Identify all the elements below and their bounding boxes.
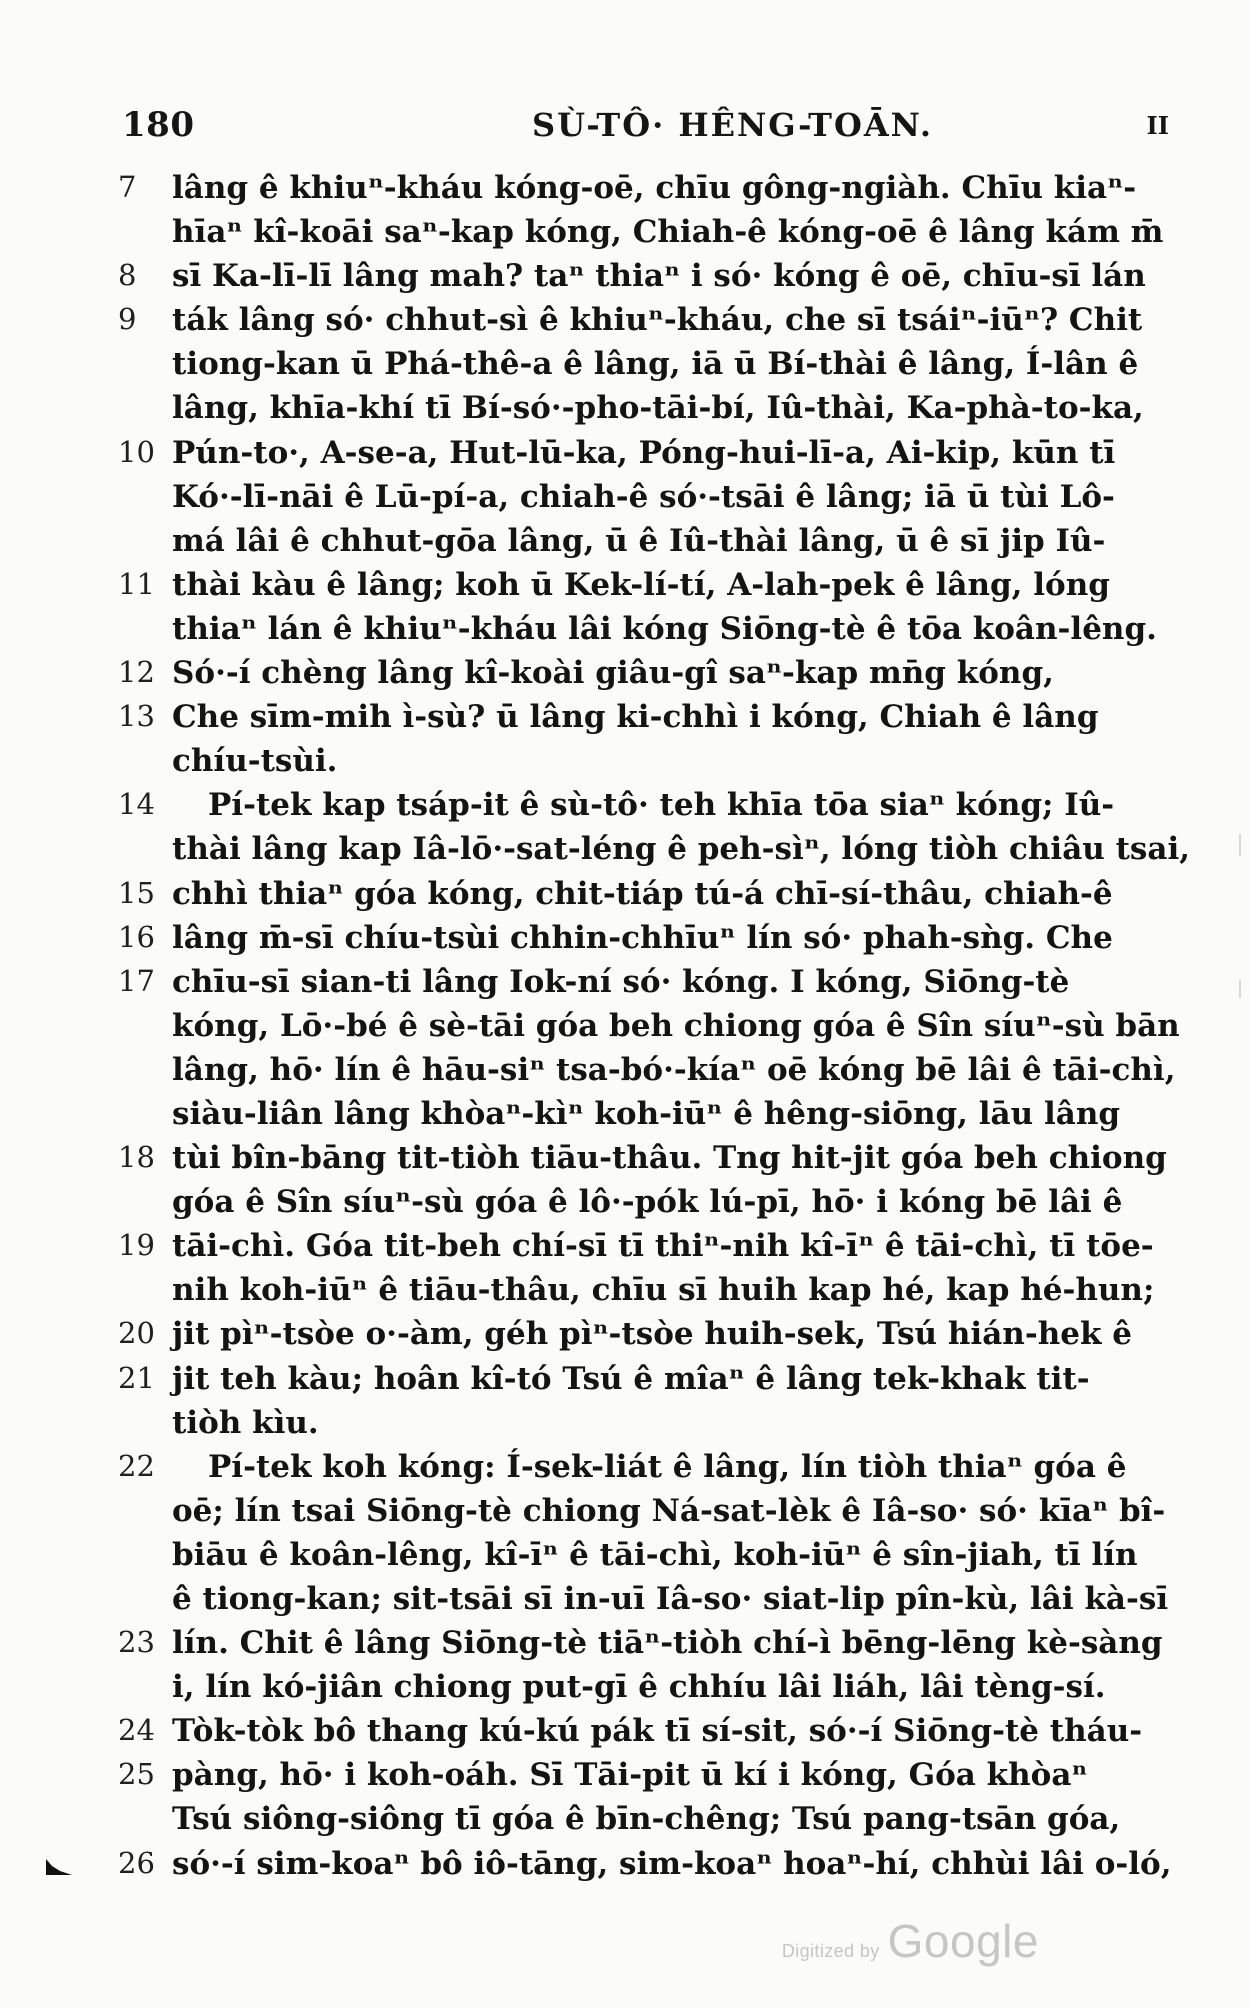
verse-number: 26: [118, 1845, 155, 1880]
text-line: [0, 433, 1249, 477]
verse-number: 8: [118, 258, 137, 293]
running-title: SÙ-TÔ· HÊNG-TOĀN.: [531, 106, 934, 144]
chapter-number: II: [1146, 110, 1169, 140]
verse-number: 25: [118, 1757, 155, 1792]
line-text: Tsú siông-siông tī góa ê bīn-chêng; Tsú pang-tsān góa,: [172, 1801, 1121, 1838]
text-line: [0, 1226, 1249, 1270]
line-text: ê tiong-kan; sit-tsāi sī in-uī Iâ-so· siat-lip pîn-kù, lâi kà-sī: [172, 1581, 1169, 1617]
text-line: [0, 388, 1249, 432]
line-text: biāu ê koân-lêng, kî-īⁿ ê tāi-chì, koh-iūⁿ ê sîn-jiah, tī lín: [172, 1536, 1138, 1573]
text-line: [0, 521, 1249, 565]
verse-number: 13: [118, 699, 155, 734]
digitization-watermark: [782, 1914, 1039, 1968]
verse-number: 15: [118, 875, 155, 910]
text-line: [0, 1182, 1249, 1226]
verse-number: 7: [118, 170, 137, 204]
line-text: tāi-chì. Góa tit-beh chí-sī tī thiⁿ-nih kî-īⁿ ê tāi-chì, tī tōe-: [172, 1228, 1154, 1265]
page-header: [122, 100, 1169, 150]
watermark-prefix: Digitized by: [781, 1941, 880, 1961]
text-line: [0, 1447, 1249, 1491]
verse-number: 10: [118, 434, 155, 469]
line-text: siàu-liân lâng khòaⁿ-kìⁿ koh-iūⁿ ê hêng-siōng, lāu lâng: [172, 1095, 1121, 1132]
text-line: [0, 1270, 1249, 1314]
verse-number: 18: [118, 1140, 155, 1175]
text-line: [0, 300, 1249, 344]
line-text: jit pìⁿ-tsòe o·-àm, géh pìⁿ-tsòe huih-sek, Tsú hián-hek ê: [172, 1316, 1132, 1353]
line-text: sī Ka-lī-lī lâng mah? taⁿ thiaⁿ i só· kóng ê oē, chīu-sī lán: [172, 258, 1146, 295]
text-body: [0, 168, 1249, 1888]
text-line: [0, 697, 1249, 741]
line-text: lín. Chit ê lâng Siōng-tè tiāⁿ-tiòh chí-ì bēng-lēng kè-sàng: [172, 1625, 1163, 1662]
line-text: Pún-to·, A-se-a, Hut-lū-ka, Póng-hui-lī-a, Ai-kip, kūn tī: [172, 434, 1116, 471]
line-text: lâng m̄-sī chíu-tsùi chhin-chhīuⁿ lín só· phah-sǹg. Che: [172, 919, 1113, 956]
text-line: [0, 1006, 1249, 1050]
line-text: tiòh kìu.: [172, 1404, 319, 1441]
text-line: [0, 1403, 1249, 1447]
text-line: [0, 1535, 1249, 1579]
verse-number: 24: [118, 1713, 155, 1748]
line-text: Che sīm-mih ì-sù? ū lâng ki-chhì i kóng, Chiah ê lâng: [172, 699, 1099, 736]
text-line: [0, 1667, 1249, 1711]
text-line: [0, 785, 1249, 829]
text-line: [0, 1799, 1249, 1843]
verse-number: 21: [118, 1360, 155, 1395]
text-line: [0, 1359, 1249, 1403]
text-line: [0, 1050, 1249, 1094]
text-line: [0, 741, 1249, 785]
page-number: 180: [122, 105, 195, 145]
text-line: [0, 1314, 1249, 1358]
verse-number: 19: [118, 1228, 155, 1263]
text-line: [0, 212, 1249, 256]
text-line: [0, 168, 1249, 212]
line-text: thài kàu ê lâng; koh ū Kek-lí-tí, A-lah-pek ê lâng, lóng: [172, 566, 1110, 603]
line-text: chīu-sī sian-ti lâng Iok-ní só· kóng. I kóng, Siōng-tè: [172, 963, 1070, 1000]
text-line: [0, 1623, 1249, 1667]
line-text: Tòk-tòk bô thang kú-kú pák tī sí-sit, só·-í Siōng-tè tháu-: [172, 1713, 1143, 1750]
watermark-brand: Google: [887, 1915, 1039, 1967]
line-text: má lâi ê chhut-gōa lâng, ū ê Iû-thài lâng, ū ê sī jip Iû-: [172, 522, 1106, 559]
line-text: thiaⁿ lán ê khiuⁿ-kháu lâi kóng Siōng-tè ê tōa koân-lêng.: [172, 610, 1157, 647]
line-text: Pí-tek koh kóng: Í-sek-liát ê lâng, lín tiòh thiaⁿ góa ê: [208, 1448, 1127, 1485]
text-line: [0, 565, 1249, 609]
line-text: lâng ê khiuⁿ-kháu kóng-oē, chīu gông-ngiàh. Chīu kiaⁿ-: [172, 170, 1137, 206]
line-text: jit teh kàu; hoân kî-tó Tsú ê mîaⁿ ê lâng tek-khak tit-: [172, 1360, 1090, 1397]
line-text: lâng, khīa-khí tī Bí-só·-pho-tāi-bí, Iû-thài, Ka-phà-to-ka,: [172, 390, 1144, 427]
text-line: [0, 477, 1249, 521]
line-text: Kó·-lī-nāi ê Lū-pí-a, chiah-ê só·-tsāi ê lâng; iā ū tùi Lô-: [172, 478, 1115, 515]
text-line: [0, 1138, 1249, 1182]
verse-number: 14: [118, 787, 155, 822]
text-line: [0, 609, 1249, 653]
text-line: [0, 1711, 1249, 1755]
text-line: [0, 918, 1249, 962]
line-text: ták lâng só· chhut-sì ê khiuⁿ-kháu, che sī tsáiⁿ-iūⁿ? Chit: [172, 302, 1143, 339]
text-line: [0, 653, 1249, 697]
verse-number: 20: [118, 1316, 155, 1351]
line-text: chíu-tsùi.: [172, 743, 338, 780]
line-text: tiong-kan ū Phá-thê-a ê lâng, iā ū Bí-thài ê lâng, Í-lân ê: [172, 346, 1139, 383]
text-line: [0, 1491, 1249, 1535]
line-text: Pí-tek kap tsáp-it ê sù-tô· teh khīa tōa siaⁿ kóng; Iû-: [208, 787, 1115, 824]
line-text: pàng, hō· i koh-oáh. Sī Tāi-pit ū kí i kóng, Góa khòaⁿ: [172, 1757, 1088, 1794]
pointer-mark-icon: [45, 1857, 73, 1877]
text-line: [0, 962, 1249, 1006]
verse-number: 16: [118, 919, 155, 954]
text-line: [0, 1094, 1249, 1138]
verse-number: 12: [118, 655, 155, 690]
verse-number: 9: [118, 302, 137, 337]
verse-number: 17: [118, 963, 155, 998]
verse-number: 11: [118, 566, 155, 601]
line-text: thài lâng kap Iâ-lō·-sat-léng ê peh-sìⁿ, lóng tiòh chiâu tsai,: [172, 831, 1191, 868]
margin-mark: [1239, 834, 1241, 856]
text-line: [0, 874, 1249, 918]
text-line: [0, 1844, 1249, 1888]
line-text: góa ê Sîn síuⁿ-sù góa ê lô·-pók lú-pī, hō· i kóng bē lâi ê: [172, 1184, 1123, 1221]
verse-number: 22: [118, 1448, 155, 1483]
text-line: [0, 256, 1249, 300]
verse-number: 23: [118, 1625, 155, 1660]
margin-mark: [1239, 980, 1241, 998]
line-text: só·-í sim-koaⁿ bô iô-tāng, sim-koaⁿ hoaⁿ-hí, chhùi lâi o-ló,: [172, 1845, 1172, 1882]
text-line: [0, 829, 1249, 873]
line-text: i, lín kó-jiân chiong put-gī ê chhíu lâi liáh, lâi tèng-sí.: [172, 1669, 1106, 1706]
line-text: lâng, hō· lín ê hāu-siⁿ tsa-bó·-kíaⁿ oē kóng bē lâi ê tāi-chì,: [172, 1051, 1176, 1088]
line-text: chhì thiaⁿ góa kóng, chit-tiáp tú-á chī-sí-thâu, chiah-ê: [172, 875, 1113, 912]
line-text: hīaⁿ kî-koāi saⁿ-kap kóng, Chiah-ê kóng-oē ê lâng kám m̄: [172, 214, 1164, 251]
line-text: oē; lín tsai Siōng-tè chiong Ná-sat-lèk ê Iâ-so· só· kīaⁿ bî-: [172, 1492, 1166, 1529]
line-text: tùi bîn-bāng tit-tiòh tiāu-thâu. Tng hit-jit góa beh chiong: [172, 1140, 1167, 1177]
text-line: [0, 344, 1249, 388]
line-text: kóng, Lō·-bé ê sè-tāi góa beh chiong góa ê Sîn síuⁿ-sù bān: [172, 1007, 1180, 1044]
line-text: nih koh-iūⁿ ê tiāu-thâu, chīu sī huih kap hé, kap hé-hun;: [172, 1272, 1155, 1309]
text-line: [0, 1579, 1249, 1623]
text-line: [0, 1755, 1249, 1799]
line-text: Só·-í chèng lâng kî-koài giâu-gî saⁿ-kap mn̄g kóng,: [172, 655, 1054, 692]
